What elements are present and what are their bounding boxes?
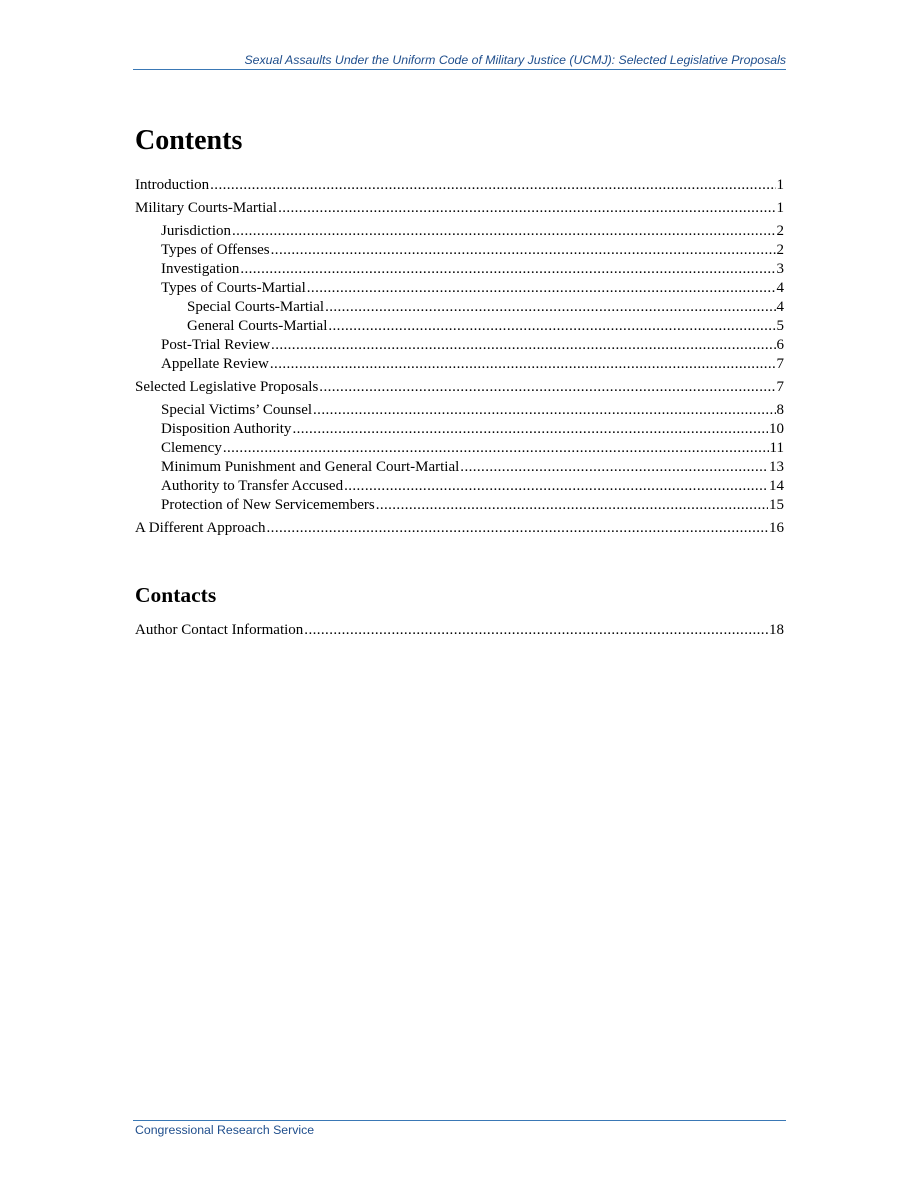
toc-entry-title: Selected Legislative Proposals xyxy=(135,379,319,395)
toc-entry-title: Appellate Review xyxy=(161,356,269,372)
toc-entry[interactable] xyxy=(135,317,784,336)
toc-entry[interactable] xyxy=(135,279,784,298)
footer-organization: Congressional Research Service xyxy=(135,1123,315,1137)
toc-entry-title: Introduction xyxy=(135,177,210,193)
toc-entry-page-number: 1 xyxy=(776,200,784,216)
toc-dot-leader xyxy=(271,336,775,355)
toc-entry-title: Clemency xyxy=(161,440,222,456)
toc-entry-page-number: 5 xyxy=(776,318,784,334)
toc-entry-page-number: 13 xyxy=(769,459,784,475)
toc-dot-leader xyxy=(292,420,768,439)
toc-entry[interactable] xyxy=(135,378,784,397)
running-header-title: Sexual Assaults Under the Uniform Code of Military Justice (UCMJ): Selected Legislative Proposals xyxy=(244,53,786,67)
toc-entry-page-number: 1 xyxy=(776,177,784,193)
toc-dot-leader xyxy=(313,401,775,420)
toc-entry-page-number: 15 xyxy=(769,497,784,513)
toc-entry-title: A Different Approach xyxy=(135,520,266,536)
toc-entry[interactable] xyxy=(135,222,784,241)
toc-entry-title: Military Courts-Martial xyxy=(135,200,278,216)
toc-entry-page-number: 14 xyxy=(769,478,784,494)
toc-entry-title: Protection of New Servicemembers xyxy=(161,497,375,513)
contents-heading: Contents xyxy=(135,125,243,156)
toc-dot-leader xyxy=(344,477,768,496)
toc-dot-leader xyxy=(319,378,775,397)
toc-entry[interactable] xyxy=(135,241,784,260)
toc-entry-page-number: 18 xyxy=(769,622,784,638)
toc-entry-title: Minimum Punishment and General Court-Martial xyxy=(161,459,460,475)
toc-entry[interactable] xyxy=(135,420,784,439)
toc-entry[interactable] xyxy=(135,199,784,218)
running-footer xyxy=(133,1120,786,1137)
toc-dot-leader xyxy=(232,222,776,241)
toc-entry-page-number: 16 xyxy=(769,520,784,536)
toc-entry[interactable] xyxy=(135,519,784,538)
toc-entry-title: Post-Trial Review xyxy=(161,337,271,353)
toc-dot-leader xyxy=(223,439,769,458)
toc-dot-leader xyxy=(278,199,775,218)
running-header xyxy=(133,52,786,70)
toc-entry[interactable] xyxy=(135,355,784,374)
toc-dot-leader xyxy=(328,317,775,336)
toc-dot-leader xyxy=(304,621,768,640)
toc-entry[interactable] xyxy=(135,260,784,279)
toc-dot-leader xyxy=(376,496,768,515)
toc-dot-leader xyxy=(270,355,776,374)
toc-entry[interactable] xyxy=(135,621,784,640)
toc-entry[interactable] xyxy=(135,401,784,420)
toc-dot-leader xyxy=(325,298,775,317)
toc-entry-page-number: 6 xyxy=(776,337,784,353)
toc-entry-page-number: 4 xyxy=(776,299,784,315)
toc-entry-page-number: 10 xyxy=(769,421,784,437)
toc-dot-leader xyxy=(240,260,775,279)
toc-dot-leader xyxy=(267,519,768,538)
toc-entry[interactable] xyxy=(135,336,784,355)
contacts-heading: Contacts xyxy=(135,583,217,607)
toc-entry-page-number: 2 xyxy=(776,242,784,258)
toc-entry-page-number: 3 xyxy=(776,261,784,277)
toc-entry-page-number: 11 xyxy=(769,440,784,456)
toc-entry[interactable] xyxy=(135,298,784,317)
toc-entry-title: Special Victims’ Counsel xyxy=(161,402,313,418)
toc-entry-title: Authority to Transfer Accused xyxy=(161,478,344,494)
toc-entry[interactable] xyxy=(135,477,784,496)
toc-entry[interactable] xyxy=(135,496,784,515)
toc-entry-title: Jurisdiction xyxy=(161,223,231,239)
toc-entry[interactable] xyxy=(135,458,784,477)
toc-dot-leader xyxy=(271,241,776,260)
toc-entry-title: Types of Courts-Martial xyxy=(161,280,306,296)
toc-entry[interactable] xyxy=(135,439,784,458)
toc-entry-page-number: 4 xyxy=(776,280,784,296)
toc-entry-title: Special Courts-Martial xyxy=(187,299,325,315)
toc-entry-title: Disposition Authority xyxy=(161,421,292,437)
toc-entry-title: Investigation xyxy=(161,261,240,277)
toc-entry-page-number: 7 xyxy=(776,379,784,395)
toc-entry-page-number: 8 xyxy=(776,402,784,418)
toc-entry-page-number: 2 xyxy=(776,223,784,239)
toc-dot-leader xyxy=(460,458,768,477)
toc-dot-leader xyxy=(307,279,776,298)
toc-entry-title: Types of Offenses xyxy=(161,242,270,258)
toc-dot-leader xyxy=(210,176,775,195)
toc-entry-page-number: 7 xyxy=(776,356,784,372)
toc-entry-title: Author Contact Information xyxy=(135,622,304,638)
toc-entry-title: General Courts-Martial xyxy=(187,318,328,334)
toc-entry[interactable] xyxy=(135,176,784,195)
